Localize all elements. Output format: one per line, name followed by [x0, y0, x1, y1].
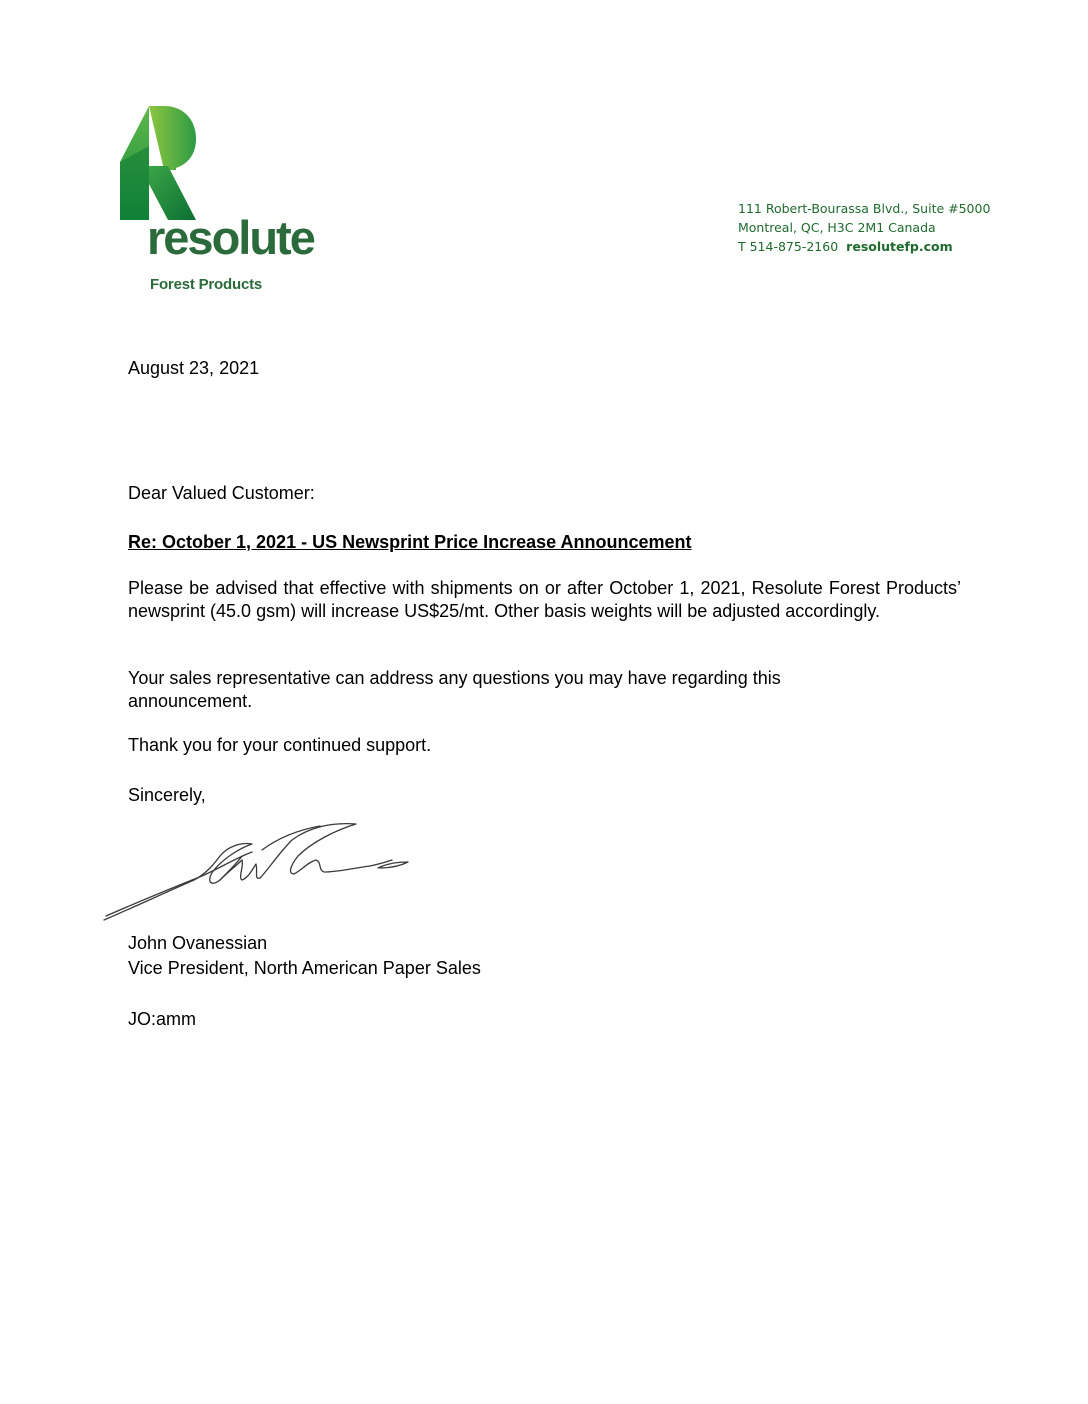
letterhead-address — [738, 199, 990, 256]
signer-name: John Ovanessian — [128, 933, 268, 953]
phone-number: T 514-875-2160 — [738, 239, 839, 254]
handwritten-signature — [102, 818, 414, 922]
body-paragraph-2 — [128, 667, 781, 713]
address-line-1: 111 Robert-Bourassa Blvd., Suite #5000 — [738, 201, 991, 216]
signer-title: Vice President, North American Paper Sales — [128, 958, 481, 978]
reference-initials: JO:amm — [128, 1009, 197, 1029]
brand-tagline: Forest Products — [150, 276, 263, 293]
body-paragraph-3: Thank you for your continued support. — [128, 735, 432, 755]
website-link[interactable]: resolutefp.com — [846, 239, 953, 254]
resolute-logo-icon — [118, 106, 198, 222]
body-paragraph-2-line-1: Your sales representative can address any questions you may have regarding this — [128, 668, 781, 688]
salutation: Dear Valued Customer: — [128, 483, 315, 503]
address-line-2: Montreal, QC, H3C 2M1 Canada — [738, 220, 936, 235]
body-paragraph-2-line-2: announcement. — [128, 691, 253, 711]
body-paragraph-1: Please be advised that effective with shipments on or after October 1, 2021, Resolute Forest Products’ newsprint (45.0 gsm) will increase US$25/mt. Other basis weights will be adjusted accordingly. — [128, 578, 961, 621]
brand-wordmark: resolute — [147, 211, 314, 264]
letter-date: August 23, 2021 — [128, 358, 260, 378]
closing: Sincerely, — [128, 785, 206, 805]
subject-line: Re: October 1, 2021 - US Newsprint Price Increase Announcement — [128, 532, 692, 552]
contact-line — [738, 237, 990, 256]
